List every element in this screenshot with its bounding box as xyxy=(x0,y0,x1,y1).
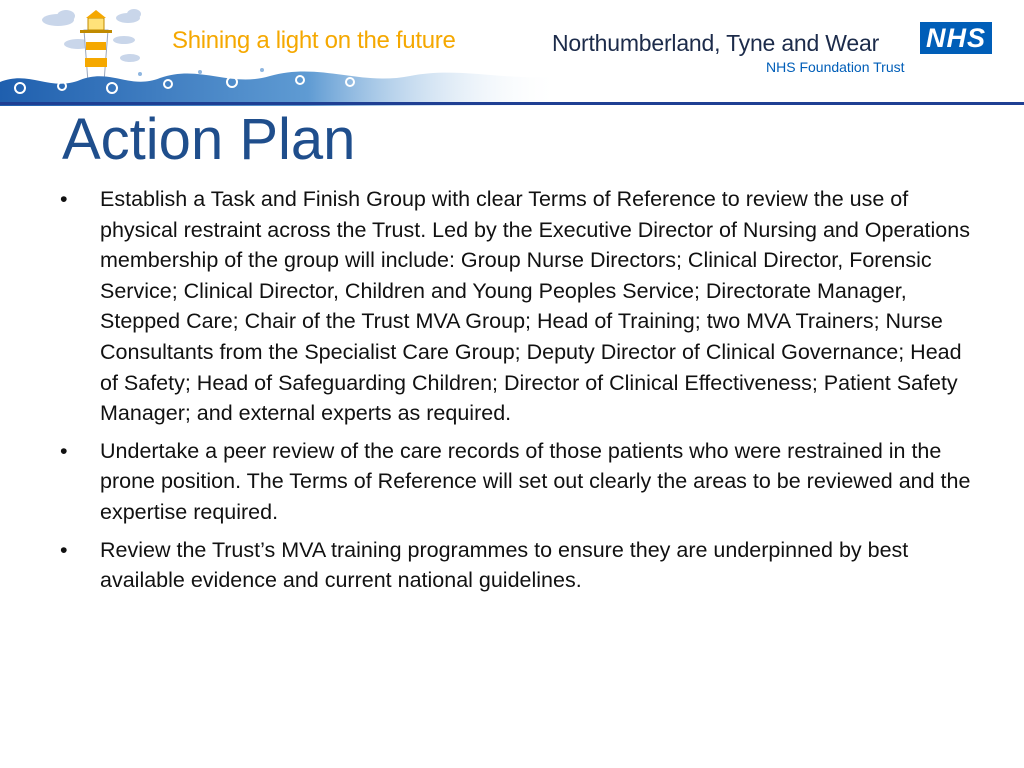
header-divider xyxy=(0,102,1024,105)
bullet-marker: • xyxy=(60,187,68,211)
bullet-text: Undertake a peer review of the care records of those patients who were restrained in the prone position. The Terms of Reference will set out clearly the areas to be reviewed and the expertise required. xyxy=(100,438,971,524)
tagline: Shining a light on the future xyxy=(172,27,456,54)
bullet-text: Review the Trust’s MVA training programmes to ensure they are underpinned by best available evidence and current national guidelines. xyxy=(100,537,909,593)
slide-title: Action Plan xyxy=(62,107,356,172)
list-item xyxy=(60,184,980,429)
wave-icon xyxy=(0,68,560,106)
bullet-marker: • xyxy=(60,537,68,562)
bullet-marker: • xyxy=(60,438,68,463)
bullet-text: Establish a Task and Finish Group with clear Terms of Reference to review the use of physical restraint across the Trust. Led by the Executive Director of Nursing and Operations membership of the group will include: Group Nurse Directors; Clinical Director, Forensic Service; Clinical Director, Children and Young Peoples Service; Directorate Manager, Stepped Care; Chair of the Trust MVA Group; Head of Training; two MVA Trainers; Nurse Consultants from the Specialist Care Group; Deputy Director of Clinical Governance; Head of Safety; Head of Safeguarding Children; Director of Clinical Effectiveness; Patient Safety Manager; and external experts as required. xyxy=(100,187,970,426)
trust-subtitle: NHS Foundation Trust xyxy=(766,59,905,75)
header-banner xyxy=(0,0,1024,106)
bullet-list xyxy=(60,184,980,603)
list-item xyxy=(60,436,980,528)
trust-name: Northumberland, Tyne and Wear xyxy=(552,30,880,56)
list-item xyxy=(60,535,980,596)
lighthouse-icon xyxy=(80,10,112,82)
nhs-logo: NHS xyxy=(920,22,992,54)
